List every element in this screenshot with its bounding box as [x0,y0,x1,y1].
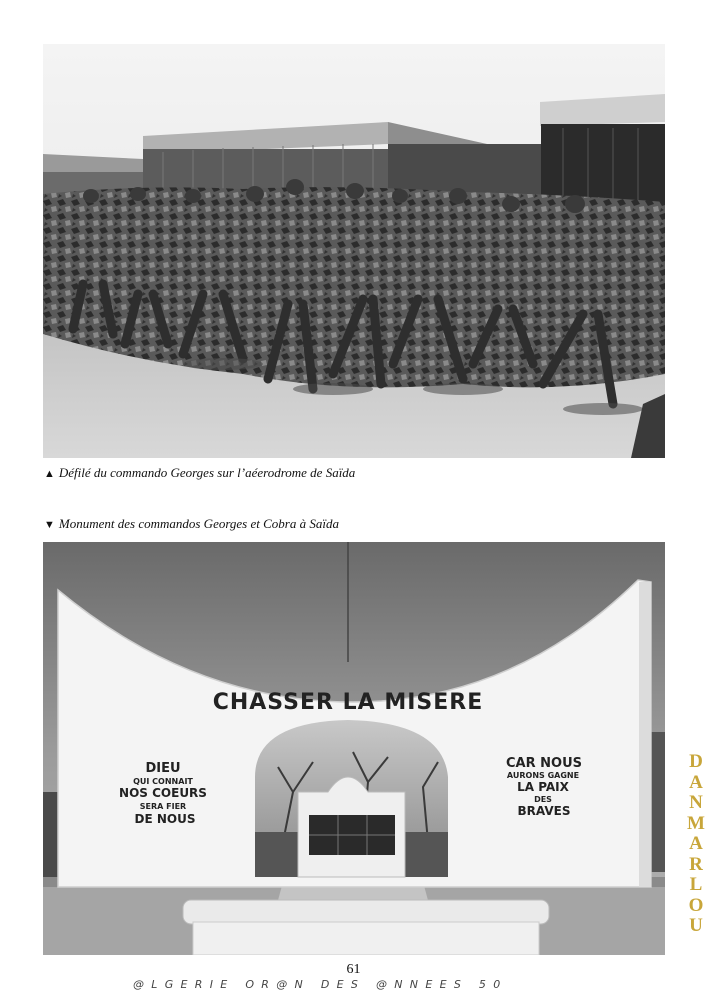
right-line-2: AURONS GAGNE [506,771,580,780]
running-footer: @LGERIE OR@N DES @NNEES 50 [133,978,508,991]
parade-photo [43,44,665,458]
left-line-4: SERA FIER [139,802,187,811]
right-line-1: CAR NOUS [506,756,582,771]
caption-monument [44,516,339,532]
left-line-3: NOS COEURS [119,786,207,800]
triangle-down-icon: ▼ [44,519,55,531]
side-title-danmarlou [685,752,707,937]
side-letter: D [689,751,703,772]
side-letter: A [689,771,703,793]
side-letter: A [689,833,703,854]
side-letter: O [688,894,704,916]
page-number: 61 [346,962,361,977]
monument-photo [43,542,665,955]
caption-monument-text: Monument des commandos Georges et Cobra à Saïda [58,516,339,531]
left-line-5: DE NOUS [134,812,196,826]
monument-main-inscription: CHASSER LA MISERE [212,690,484,715]
triangle-up-icon: ▲ [44,468,55,480]
side-letter: M [687,812,705,834]
side-letter: R [689,853,703,875]
left-line-2: QUI CONNAIT [133,777,193,786]
right-line-4: DES [534,795,552,804]
right-line-3: LA PAIX [517,780,569,794]
caption-parade-text: Défilé du commando Georges sur l’aéerodrome de Saïda [58,465,356,480]
left-line-1: DIEU [145,761,181,776]
side-letter: L [689,874,703,895]
caption-parade [44,465,355,481]
right-line-5: BRAVES [517,804,571,818]
side-letter: N [689,792,703,813]
side-letter: U [689,915,703,936]
